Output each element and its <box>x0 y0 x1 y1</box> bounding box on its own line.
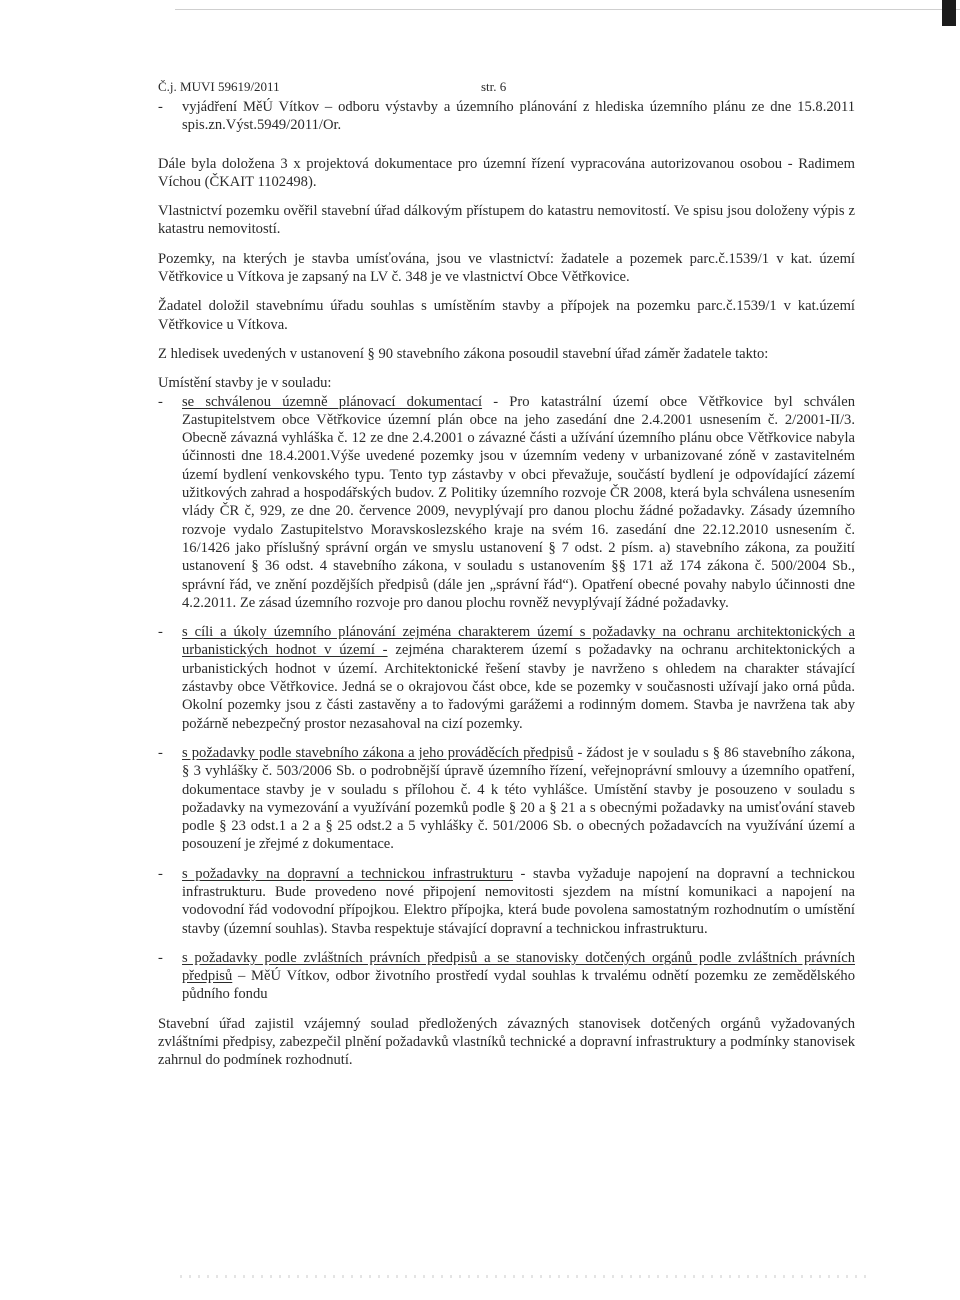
bullet-dash: - <box>158 393 163 410</box>
assessment-text: – MěÚ Vítkov, odbor životního prostředí vydal souhlas k trvalému odnětí pozemku ze zemědělského půdního fondu <box>182 968 855 1003</box>
bullet-dash: - <box>158 949 163 966</box>
document-page <box>158 78 855 1081</box>
bullet-dash: - <box>158 99 163 115</box>
assessment-heading: se schválenou územně plánovací dokumentací <box>182 393 483 410</box>
assessment-heading: s požadavky podle stavebního zákona a jeho prováděcích předpisů <box>182 744 574 761</box>
paragraph-ownership-check: Vlastnictví pozemku ověřil stavební úřad dálkovým přístupem do katastru nemovitostí. Ve spisu jsou doloženy výpis z katastru nemovitostí. <box>158 203 855 238</box>
assessment-item <box>158 393 855 613</box>
assessment-heading: s požadavky podle zvláštních právních předpisů a se stanovisky dotčených orgánů podle zvláštních právních předpisů <box>182 949 855 985</box>
bullet-dash: - <box>158 624 163 641</box>
paragraph-documentation: Dále byla doložena 3 x projektová dokumentace pro územní řízení vypracována autorizovanou osobou - Radimem Víchou (ČKAIT 1102498). <box>158 155 855 190</box>
assessment-item <box>158 744 855 854</box>
bullet-dash: - <box>158 744 163 761</box>
statement-text: vyjádření MěÚ Vítkov – odboru výstavby a územního plánování z hlediska územního plánu ze dne 15.8.2011 spis.zn.Výst.5949/2011/Or. <box>182 99 855 134</box>
scan-top-rule <box>175 9 960 10</box>
scan-corner-mark <box>942 0 956 26</box>
assessment-text: zejména charakterem území s požadavky na ochranu architektonických a urbanistických hodnot v území. Architektonické řešení stavby je navrženo s ohledem na charakter stávající zástavby obce Větřkovice. Jedná se o okrajovou část obce, kde se pozemky v současnosti užívají jako orná půda. Okolní pozemky jsou z části zastavěny a to řadovými garážemi a rodinným domem. Stavba je navržena tak aby požárně nebezpečný prostor nezasahoval na cizí pozemky. <box>182 642 855 732</box>
assessment-text: - žádost je v souladu s § 86 stavebního zákona, § 3 vyhlášky č. 503/2006 Sb. o podrobnější úpravě územního řízení, veřejnoprávní smlouvy a územního opatření, dokumentace stavby je v souladu s přílohou č. 4 k této vyhlášce. Umístění stavby je posouzeno v souladu s požadavky na vymezování a využívání pozemků podle § 20 a § 21 a s obecnými požadavky na umisťování staveb podle § 23 odst.1 a 2 a § 25 odst.2 a 5 vyhlášky č. 501/2006 Sb. o obecných požadavcích na využívání území a posouzení je zřejmé z dokumentace. <box>182 744 855 853</box>
bullet-dash: - <box>158 865 163 882</box>
scan-noise-strip <box>180 1275 870 1278</box>
assessment-text: - Pro katastrální území obce Větřkovice byl schválen Zastupitelstvem obce Větřkovice územní plán obce na jeho zasedání dne 2.4.2001 usnesením č. 2/2001-II/3. Obecně závazná vyhláška č. 12 ze dne 2.4.2001 o závazné části a užívání územního plánu obce Větřkovice nabyla účinnosti dne 18.4.2001.Výše uvedené pozemky jsou v územním vedeny v urbanizované zóně v zastavitelném území bydlení venkovského typu. Tento typ zástavby v obci převažuje, součástí bydlení je odpovídající zázemí užitkových zahrad a hospodářských budov. Z Politiky územního rozvoje ČR 2008, která byla schválena usnesením vlády ČR č, 929, ze dne 20. července 2009, nevyplývají pro danou plochu žádné požadavky. Zásady územního rozvoje vydalo Zastupitelstvo Moravskoslezského kraje na svém 16. zasedání dne 22.12.2010 usnesením č. 16/1426 jako příslušný správní orgán ve smyslu ustanovení § 7 odst. 2 písm. a) stavebního zákona, za použití ustanovení § 36 odst. 4 stavebního zákona, v souladu s ustanovením §§ 171 až 174 zákona č. 500/2004 Sb., správní řád, ve znění pozdějších předpisů (dále jen „správní řád“). Opatření obecné povahy nabylo účinnosti dne 4.2.2011. Ze zásad územního rozvoje pro danou plochu rovněž nevyplývají žádné požadavky. <box>182 393 855 611</box>
assessment-heading: s cíli a úkoly územního plánování zejména charakterem území s požadavky na ochranu architektonických a urbanistických hodnot v území - <box>182 624 855 659</box>
assessment-item <box>158 623 855 733</box>
assessment-text: - stavba vyžaduje napojení na dopravní a technickou infrastrukturu. Bude provedeno nové připojení nemovitosti sjezdem na místní komunikaci a napojení na vodovodní řád vodovodní přípojkou. Elektro přípojka, která bude povolena samostatným rozhodnutím o umístění stavby (územní souhlas). Stavba respektuje stávající dopravní a technickou infrastrukturu. <box>182 865 855 937</box>
assessment-item <box>158 865 855 938</box>
statement-bullet <box>158 98 855 135</box>
paragraph-closing: Stavební úřad zajistil vzájemný soulad předložených závazných stanovisek dotčených orgánů vyžadovaných zvláštními předpisy, zabezpečil plnění požadavků vlastníků technické a dopravní infrastruktury a podmínky stanovisek zahrnul do podmínek rozhodnutí. <box>158 1015 855 1069</box>
page-header <box>158 78 855 98</box>
assessment-heading: s požadavky na dopravní a technickou infrastrukturu <box>182 865 513 882</box>
paragraph-consent: Žadatel doložil stavebnímu úřadu souhlas s umístěním stavby a přípojek na pozemku parc.č.1539/1 v kat.území Větřkovice u Vítkova. <box>158 298 855 333</box>
paragraph-assessment-intro: Z hledisek uvedených v ustanovení § 90 stavebního zákona posoudil stavební úřad záměr žadatele takto: <box>158 345 769 362</box>
paragraph-compliance-heading: Umístění stavby je v souladu: <box>158 375 332 392</box>
reference-number: Č.j. MUVI 59619/2011 <box>158 79 280 94</box>
assessment-item <box>158 949 855 1004</box>
paragraph-land-ownership: Pozemky, na kterých je stavba umísťována, jsou ve vlastnictví: žadatele a pozemek parc.č.1539/1 v kat. území Větřkovice u Vítkova je zapsaný na LV č. 348 je ve vlastnictví Obce Větřkovice. <box>158 250 855 286</box>
page-number: str. 6 <box>481 79 507 94</box>
